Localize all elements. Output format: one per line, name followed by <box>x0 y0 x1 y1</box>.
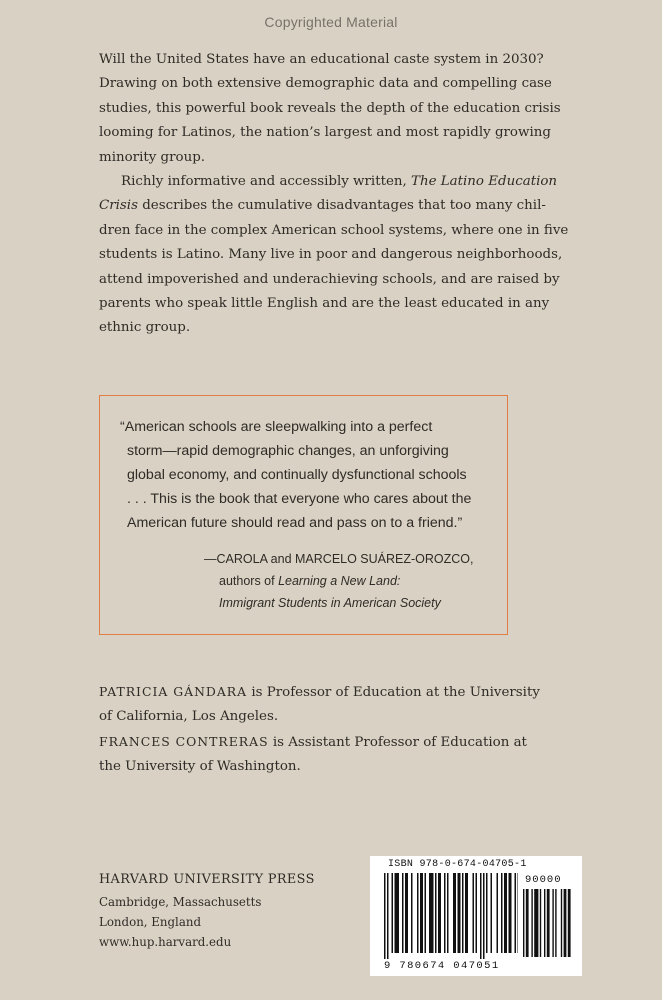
quote-line: . . . This is the book that everyone who cares about the <box>127 491 472 507</box>
text-line <box>99 730 579 755</box>
author-name: FRANCES CONTRERAS <box>99 733 269 749</box>
attribution-credit: Immigrant Students in American Society <box>219 596 441 610</box>
author-bios <box>99 680 579 780</box>
barcode-bars-icon <box>384 873 518 963</box>
text-line: parents who speak little English and are the least educated in any <box>99 296 550 312</box>
isbn-barcode <box>370 856 582 976</box>
publisher-city: Cambridge, Massachusetts <box>99 895 262 909</box>
description-paragraph-2 <box>99 170 575 341</box>
text-line: students is Latino. Many live in poor and dangerous neighborhoods, <box>99 247 563 263</box>
author-bio-1 <box>99 680 579 730</box>
publisher-url: www.hup.harvard.edu <box>99 935 232 949</box>
attribution-name: —CAROLA and MARCELO SUÁREZ-OROZCO, <box>204 552 474 566</box>
author-bio-2 <box>99 730 579 780</box>
copyright-watermark: Copyrighted Material <box>264 14 398 30</box>
text-line <box>99 680 579 705</box>
text-line: minority group. <box>99 149 206 165</box>
text-line: Drawing on both extensive demographic data and compelling case <box>99 76 552 92</box>
text-line: looming for Latinos, the nation’s largest and most rapidly growing <box>99 125 551 141</box>
book-title-italic: Crisis <box>99 198 138 214</box>
quote-line: storm—rapid demographic changes, an unforgiving <box>127 443 449 459</box>
publisher-name: HARVARD UNIVERSITY PRESS <box>99 872 315 887</box>
book-title-italic: Learning a New Land: <box>278 574 401 588</box>
endorsement-quote <box>120 415 510 535</box>
attribution-credit <box>204 570 474 592</box>
isbn-label: ISBN 978-0-674-04705-1 <box>388 859 527 870</box>
isbn-digits: 9 780674 047051 <box>384 960 500 972</box>
publisher-info <box>99 868 315 952</box>
description-paragraph-1 <box>99 48 575 170</box>
publisher-city-2: London, England <box>99 915 202 929</box>
text-line: the University of Washington. <box>99 759 301 775</box>
price-code: 90000 <box>525 874 562 886</box>
text-line: Will the United States have an educational caste system in 2030? <box>99 52 544 67</box>
text-line <box>99 194 575 218</box>
quote-line: “American schools are sleepwalking into a perfect <box>120 419 433 435</box>
text-line: studies, this powerful book reveals the depth of the education crisis <box>99 100 561 116</box>
text-line: dren face in the complex American school systems, where one in five <box>99 222 569 238</box>
quote-attribution <box>204 548 474 614</box>
author-name: PATRICIA GÁNDARA <box>99 684 248 699</box>
text-line: attend impoverished and underachieving schools, and are raised by <box>99 271 560 287</box>
text-line: of California, Los Angeles. <box>99 709 279 725</box>
text-fragment: is Professor of Education at the University <box>247 685 540 700</box>
endorsement-quote-box <box>99 395 508 635</box>
quote-line: global economy, and continually dysfunctional schools <box>127 467 467 483</box>
text-line <box>99 170 575 194</box>
barcode-addon-bars-icon <box>523 889 571 963</box>
quote-line: American future should read and pass on to a friend.” <box>127 515 463 531</box>
text-line: ethnic group. <box>99 320 191 336</box>
text-fragment: authors of <box>219 574 279 588</box>
text-fragment: is Assistant Professor of Education at <box>268 734 527 750</box>
book-title-italic: The Latino Education <box>411 174 558 190</box>
book-description <box>99 48 575 341</box>
text-fragment: Richly informative and accessibly written, <box>121 174 412 190</box>
text-fragment: describes the cumulative disadvantages that too many chil- <box>137 198 546 214</box>
